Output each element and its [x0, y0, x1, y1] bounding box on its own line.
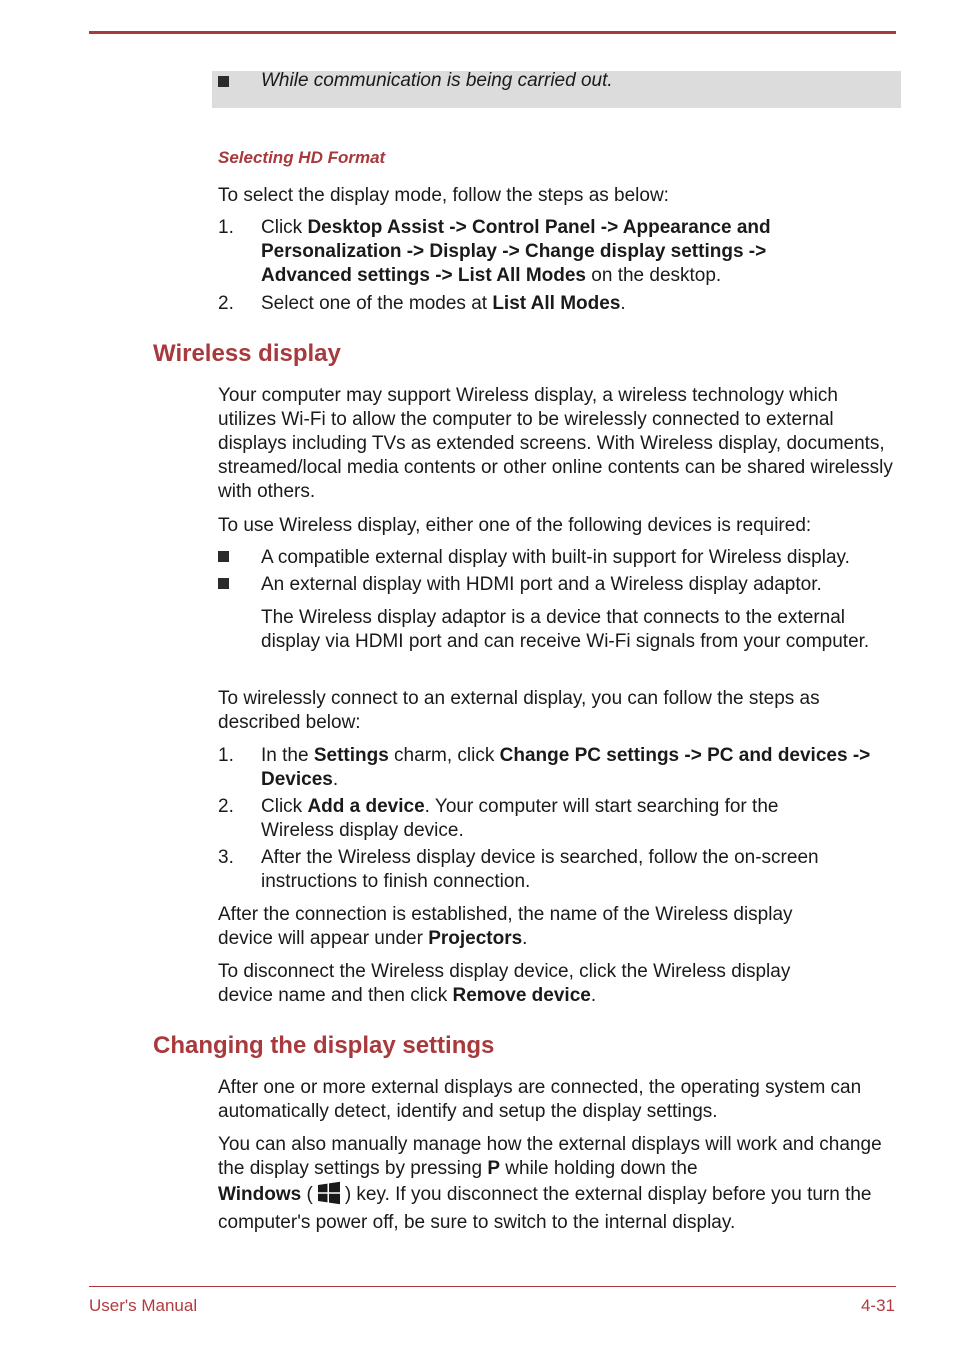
hd-step-2: Select one of the modes at List All Modes. [261, 293, 626, 314]
section-heading-wireless: Wireless display [153, 340, 341, 367]
hd-step-1: Click Desktop Assist -> Control Panel -> Appearance and Personalization -> Display -> Change display settings -> Advanced settings -> List All Modes on the desktop. [261, 217, 771, 286]
wireless-paragraph-1: Your computer may support Wireless display, a wireless technology which utilizes Wi-Fi to allow the computer to be wirelessly connected to external displays including TVs as extended screens. With Wireless display, documents, streamed/local media contents or other online contents can be shared wirelessly with others. [218, 385, 893, 502]
subsection-heading: Selecting HD Format [218, 148, 386, 167]
step-number: 2. [218, 796, 234, 817]
section-heading-changing: Changing the display settings [153, 1032, 495, 1059]
wireless-paragraph-5: To disconnect the Wireless display device, click the Wireless display device name and then click Remove device. [218, 961, 791, 1006]
wireless-paragraph-4: After the connection is established, the name of the Wireless display device will appear under Projectors. [218, 904, 793, 949]
bullet-item: A compatible external display with built-in support for Wireless display. [261, 547, 850, 568]
note-text: While communication is being carried out. [261, 70, 613, 91]
adaptor-note: The Wireless display adaptor is a device that connects to the external display via HDMI port and can receive Wi-Fi signals from your computer. [261, 607, 870, 652]
wireless-paragraph-2: To use Wireless display, either one of the following devices is required: [218, 515, 812, 536]
hd-intro: To select the display mode, follow the steps as below: [218, 185, 669, 206]
page-number: 4-31 [860, 1296, 895, 1315]
wireless-step-1: In the Settings charm, click Change PC settings -> PC and devices -> Devices. [261, 745, 871, 790]
changing-paragraph-1: After one or more external displays are connected, the operating system can automatically detect, identify and setup the display settings. [218, 1077, 862, 1122]
footer-rule [89, 1286, 896, 1287]
bullet-square-icon [218, 551, 229, 562]
step-number: 3. [218, 847, 234, 868]
bullet-square-icon [218, 578, 229, 589]
changing-paragraph-2: You can also manually manage how the external displays will work and change the display settings by pressing P while holding down the Windows ( ) key. If you disconnect the external display before you turn the computer's power off, be sure to switch to the internal display. [218, 1134, 882, 1233]
step-number: 2. [218, 293, 234, 314]
wireless-paragraph-3: To wirelessly connect to an external display, you can follow the steps as described below: [218, 688, 820, 733]
step-number: 1. [218, 745, 234, 766]
step-number: 1. [218, 217, 234, 238]
wireless-step-2: Click Add a device. Your computer will start searching for the Wireless display device. [261, 796, 779, 841]
footer-title: User's Manual [89, 1296, 198, 1315]
header-rule [89, 31, 896, 34]
bullet-item: An external display with HDMI port and a Wireless display adaptor. [261, 574, 822, 595]
bullet-square-icon [218, 76, 229, 87]
windows-logo-icon [317, 1181, 341, 1205]
wireless-step-3: After the Wireless display device is searched, follow the on-screen instructions to finish connection. [261, 847, 819, 892]
